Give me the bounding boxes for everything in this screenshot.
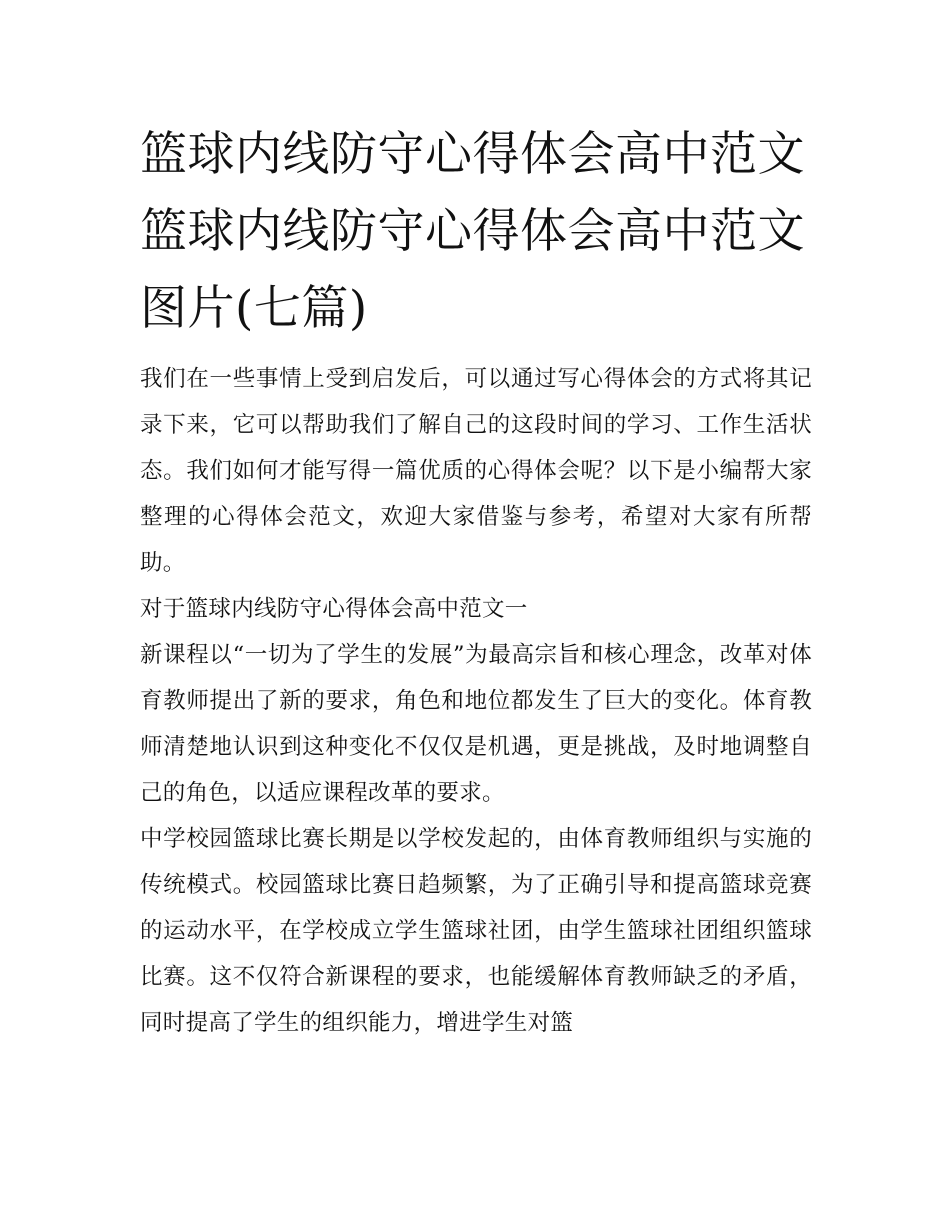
document-body bbox=[140, 356, 812, 1046]
section-heading: 对于篮球内线防守心得体会高中范文一 bbox=[140, 596, 528, 622]
document-title: 篮球内线防守心得体会高中范文 篮球内线防守心得体会高中范文图片(七篇) bbox=[140, 127, 805, 336]
body-paragraph-2: 中学校园篮球比赛长期是以学校发起的，由体育教师组织与实施的传统模式。校园篮球比赛日趋频繁，为了正确引导和提高篮球竞赛的运动水平，在学校成立学生篮球社团，由学生篮球社团组织篮球比赛。这不仅符合新课程的要求，也能缓解体育教师缺乏的矛盾，同时提高了学生的组织能力，增进学生对篮 bbox=[140, 826, 812, 1036]
intro-paragraph: 我们在一些事情上受到启发后，可以通过写心得体会的方式将其记录下来，它可以帮助我们了解自己的这段时间的学习、工作生活状态。我们如何才能写得一篇优质的心得体会呢？以下是小编帮大家整理的心得体会范文，欢迎大家借鉴与参考，希望对大家有所帮助。 bbox=[140, 366, 812, 576]
body-paragraph-1: 新课程以“一切为了学生的发展”为最高宗旨和核心理念，改革对体育教师提出了新的要求，角色和地位都发生了巨大的变化。体育教师清楚地认识到这种变化不仅仅是机遇，更是挑战，及时地调整自己的角色，以适应课程改革的要求。 bbox=[140, 642, 812, 806]
